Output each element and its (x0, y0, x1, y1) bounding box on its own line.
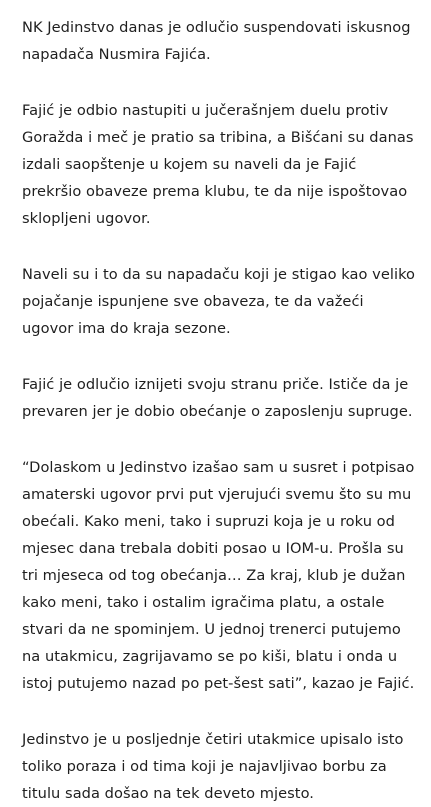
article-paragraph: Naveli su i to da su napadaču koji je stigao kao veliko pojačanje ispunjene sve obaveza, te da važeći ugovor ima do kraja sezone. (22, 266, 416, 337)
article-paragraph: NK Jedinstvo danas je odlučio suspendovati iskusnog napadača Nusmira Fajića. (22, 19, 411, 63)
article-paragraph: Fajić je odbio nastupiti u jučerašnjem duelu protiv Goražda i meč je pratio sa tribina, a Bišćani su danas izdali saopštenje u kojem su naveli da je Fajić prekršio obaveze prema klubu, te da nije ispoštovao sklopljeni ugovor. (22, 102, 414, 227)
article-quote-paragraph: “Dolaskom u Jedinstvo izašao sam u susret i potpisao amaterski ugovor prvi put vjerujući svemu što su mu obećali. Kako meni, tako i supruzi koja je u roku od mjesec dana trebala dobiti posao u IOM-u. Prošla su tri mjeseca od tog obećanja… Za kraj, klub je dužan kako meni, tako i ostalim igračima platu, a ostale stvari da ne spominjem. U jednoj trenerci putujemo na utakmicu, zagrijavamo se po kiši, blatu i onda u istoj putujemo nazad po pet-šest sati”, kazao je Fajić. (22, 459, 415, 692)
article-paragraph: Fajić je odlučio iznijeti svoju stranu priče. Ističe da je prevaren jer je dobio obećanje o zaposlenju supruge. (22, 376, 413, 420)
article-paragraph: Jedinstvo je u posljednje četiri utakmice upisalo isto toliko poraza i od tima koji je najavljivao borbu za titulu sada došao na tek deveto mjesto. (22, 731, 404, 802)
